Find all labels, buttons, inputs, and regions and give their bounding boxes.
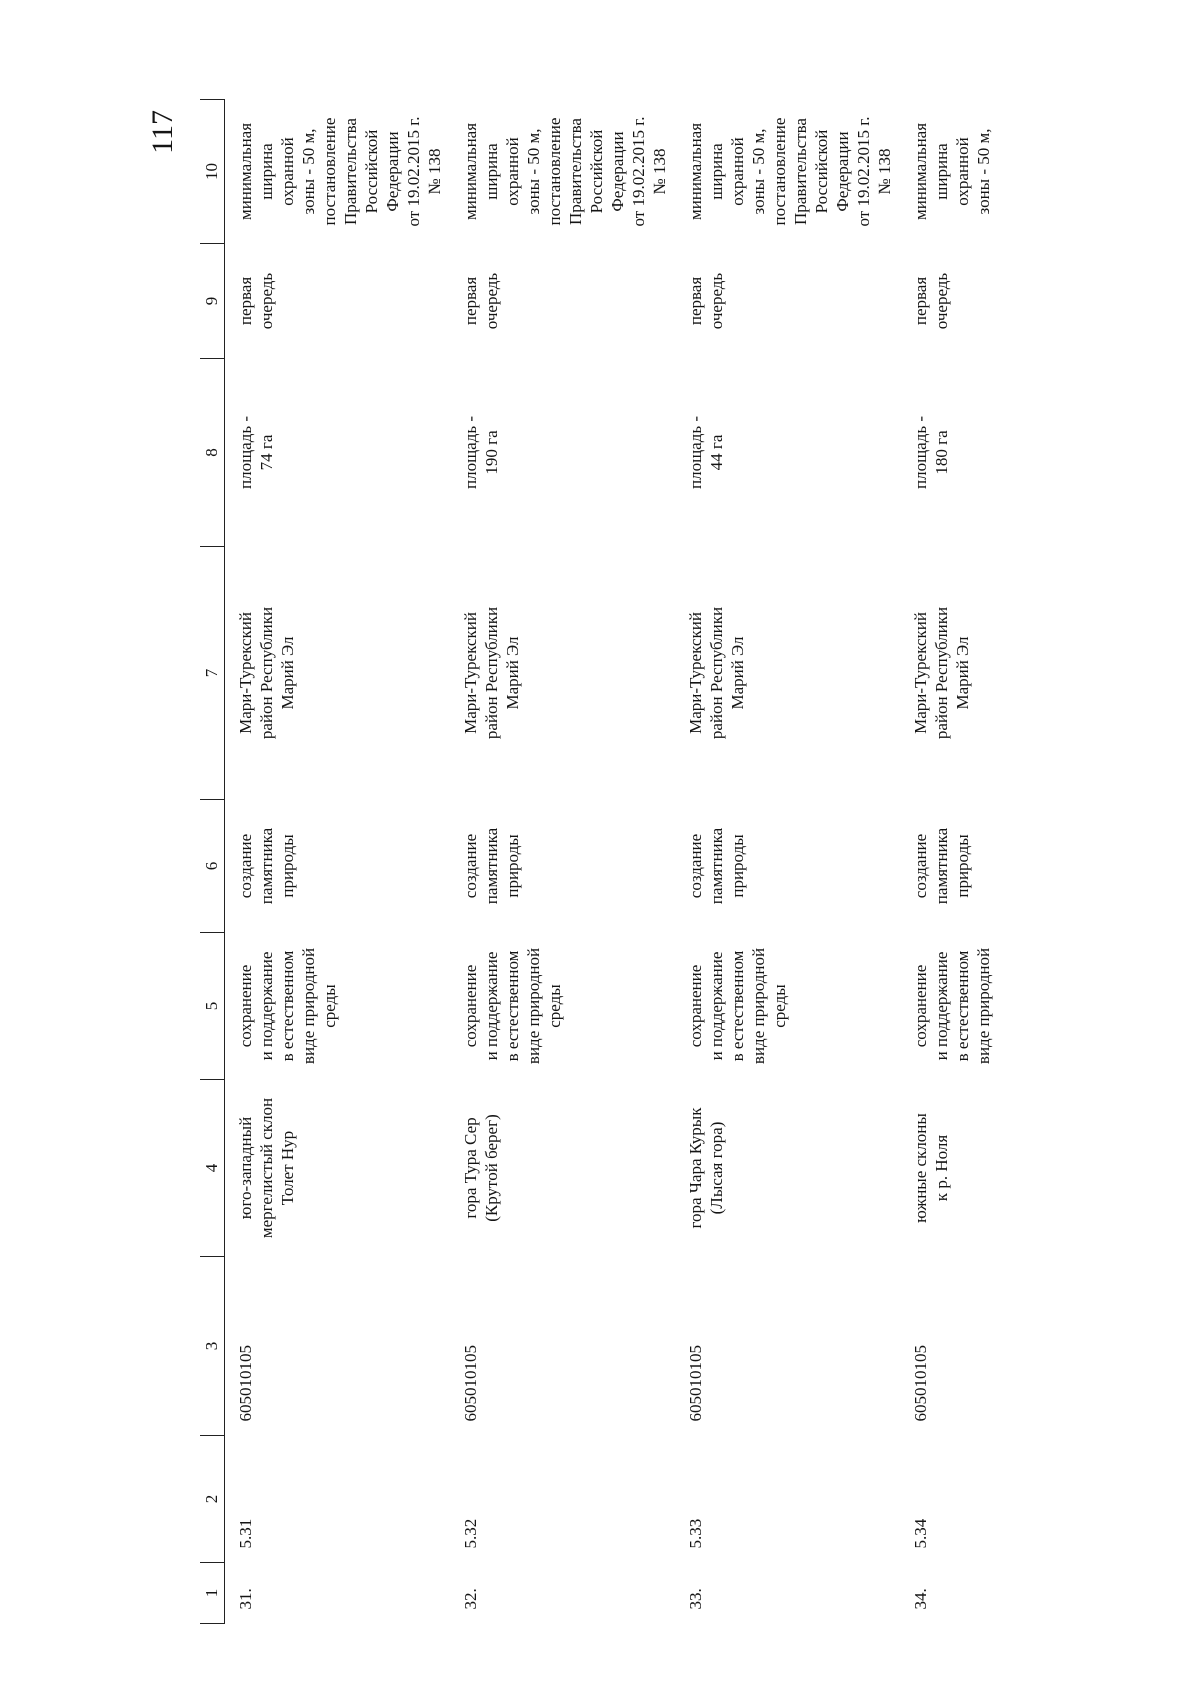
cell-text-line: (Крутой берег) — [482, 1114, 501, 1222]
cell-text-line: район Республики — [707, 606, 726, 740]
cell-text-line: очередь — [707, 272, 726, 330]
cell-text-line: создание — [911, 833, 930, 899]
cell-text-line: Российской — [812, 129, 831, 214]
cell-text-line: Марий Эл — [728, 636, 747, 710]
cell-text-line: среды — [770, 984, 789, 1028]
object-name-cell — [675, 1080, 900, 1257]
page-number: 117 — [146, 110, 179, 154]
column-header-10: 10 — [200, 100, 225, 244]
cell-text-line: Федерации — [608, 131, 627, 212]
cell-text-line: постановление — [320, 117, 339, 226]
item-code-cell: 5.33 — [686, 1518, 705, 1549]
cell-text-line: в естественном — [278, 950, 297, 1062]
cell-text-line: Мари-Турекский — [686, 612, 705, 734]
cell-text-line: очередь — [482, 272, 501, 330]
stage-cell — [450, 244, 675, 359]
stage-cell — [225, 244, 451, 359]
object-name-cell — [225, 1080, 451, 1257]
oktmo-code-cell: 605010105 — [686, 1345, 705, 1422]
cell-text-line: Правительства — [341, 118, 360, 225]
table-body — [225, 100, 1126, 1624]
action-cell — [675, 800, 900, 933]
cell-text-line: и поддержание — [482, 951, 501, 1061]
protection-zone-cell — [900, 100, 1125, 244]
cell-text-line: от 19.02.2015 г. — [404, 116, 423, 227]
cell-text-line: гора Чара Курык — [686, 1107, 705, 1229]
cell-text-line: 44 га — [707, 434, 726, 471]
cell-text-line: от 19.02.2015 г. — [629, 116, 648, 227]
cell-text-line: виде природной — [974, 947, 993, 1065]
cell-text-line: Толет Нур — [278, 1130, 297, 1206]
cell-text-line: 180 га — [932, 430, 951, 475]
cell-text-line: и поддержание — [257, 951, 276, 1061]
column-header-1: 1 — [200, 1563, 225, 1624]
cell-text-line: памятника — [707, 827, 726, 905]
cell-text-line: зоны - 50 м, — [524, 128, 543, 215]
cell-text-line: гора Тура Сер — [461, 1117, 480, 1219]
location-cell — [450, 547, 675, 800]
cell-text-line: Мари-Турекский — [236, 612, 255, 734]
cell-text-line: в естественном — [728, 950, 747, 1062]
column-header-6: 6 — [200, 800, 225, 933]
table-row — [450, 100, 675, 1624]
cell-text-line: Мари-Турекский — [461, 612, 480, 734]
cell-text-line: очередь — [932, 272, 951, 330]
cell-text-line: ширина — [482, 143, 501, 200]
cell-text-line: создание — [236, 833, 255, 899]
oktmo-code-cell: 605010105 — [236, 1345, 255, 1422]
protection-zone-cell — [675, 100, 900, 244]
object-name-cell — [450, 1080, 675, 1257]
cell-text-line: площадь - — [911, 415, 930, 490]
cell-text-line: район Республики — [257, 606, 276, 740]
action-cell — [450, 800, 675, 933]
table-row — [675, 100, 900, 1624]
column-header-8: 8 — [200, 359, 225, 547]
column-header-4: 4 — [200, 1080, 225, 1257]
cell-text-line: охранной — [278, 137, 297, 206]
cell-text-line: охранной — [728, 137, 747, 206]
cell-text-line: ширина — [932, 143, 951, 200]
cell-text-line: Российской — [587, 129, 606, 214]
row-number-cell: 34. — [911, 1588, 930, 1610]
cell-text-line: первая — [236, 276, 255, 326]
cell-text-line: виде природной — [524, 947, 543, 1065]
cell-text-line: Правительства — [566, 118, 585, 225]
column-header-3: 3 — [200, 1257, 225, 1436]
cell-text-line: (Лысая гора) — [707, 1121, 726, 1215]
cell-text-line: создание — [461, 833, 480, 899]
column-header-9: 9 — [200, 244, 225, 359]
column-header-5: 5 — [200, 933, 225, 1080]
cell-text-line: среды — [320, 984, 339, 1028]
cell-text-line: в естественном — [953, 950, 972, 1062]
column-header-2: 2 — [200, 1436, 225, 1563]
location-cell — [900, 547, 1125, 800]
cell-text-line: создание — [686, 833, 705, 899]
action-cell — [225, 800, 451, 933]
cell-text-line: Федерации — [383, 131, 402, 212]
protected-areas-table — [200, 99, 1125, 1624]
cell-text-line: к р. Ноля — [932, 1134, 951, 1202]
protection-zone-cell — [225, 100, 451, 244]
cell-text-line: 190 га — [482, 430, 501, 475]
cell-text-line: минимальная — [686, 122, 705, 221]
cell-text-line: площадь - — [461, 415, 480, 490]
cell-text-line: район Республики — [482, 606, 501, 740]
cell-text-line: охранной — [953, 137, 972, 206]
cell-text-line: № 138 — [875, 148, 894, 195]
cell-text-line: ширина — [257, 143, 276, 200]
purpose-cell — [225, 933, 451, 1080]
cell-text-line: сохранение — [686, 964, 705, 1048]
object-name-cell — [900, 1080, 1125, 1257]
table-row — [900, 100, 1125, 1624]
row-number-cell: 32. — [461, 1588, 480, 1610]
column-header-7: 7 — [200, 547, 225, 800]
cell-text-line: постановление — [545, 117, 564, 226]
cell-text-line: Марий Эл — [953, 636, 972, 710]
cell-text-line: памятника — [482, 827, 501, 905]
cell-text-line: Мари-Турекский — [911, 612, 930, 734]
stage-cell — [900, 244, 1125, 359]
cell-text-line: № 138 — [650, 148, 669, 195]
cell-text-line: в естественном — [503, 950, 522, 1062]
cell-text-line: и поддержание — [707, 951, 726, 1061]
column-number-row — [200, 100, 225, 1624]
table-row — [225, 100, 451, 1624]
cell-text-line: памятника — [932, 827, 951, 905]
cell-text-line: и поддержание — [932, 951, 951, 1061]
cell-text-line: виде природной — [299, 947, 318, 1065]
item-code-cell: 5.31 — [236, 1518, 255, 1549]
purpose-cell — [450, 933, 675, 1080]
cell-text-line: ширина — [707, 143, 726, 200]
cell-text-line: площадь - — [236, 415, 255, 490]
cell-text-line: Российской — [362, 129, 381, 214]
parameters-cell — [450, 359, 675, 547]
cell-text-line: зоны - 50 м, — [749, 128, 768, 215]
cell-text-line: первая — [461, 276, 480, 326]
cell-text-line: минимальная — [461, 122, 480, 221]
oktmo-code-cell: 605010105 — [911, 1345, 930, 1422]
cell-text-line: сохранение — [461, 964, 480, 1048]
cell-text-line: природы — [728, 834, 747, 898]
cell-text-line: постановление — [770, 117, 789, 226]
cell-text-line: охранной — [503, 137, 522, 206]
cell-text-line: природы — [953, 834, 972, 898]
cell-text-line: мергелистый склон — [257, 1097, 276, 1239]
parameters-cell — [675, 359, 900, 547]
location-cell — [225, 547, 451, 800]
cell-text-line: памятника — [257, 827, 276, 905]
cell-text-line: минимальная — [911, 122, 930, 221]
cell-text-line: район Республики — [932, 606, 951, 740]
cell-text-line: минимальная — [236, 122, 255, 221]
stage-cell — [675, 244, 900, 359]
cell-text-line: природы — [278, 834, 297, 898]
oktmo-code-cell: 605010105 — [461, 1345, 480, 1422]
item-code-cell: 5.32 — [461, 1518, 480, 1549]
cell-text-line: первая — [911, 276, 930, 326]
cell-text-line: 74 га — [257, 434, 276, 471]
parameters-cell — [225, 359, 451, 547]
cell-text-line: зоны - 50 м, — [299, 128, 318, 215]
cell-text-line: южные склоны — [911, 1113, 930, 1223]
cell-text-line: первая — [686, 276, 705, 326]
cell-text-line: юго-западный — [236, 1116, 255, 1220]
cell-text-line: сохранение — [236, 964, 255, 1048]
rotated-table-container — [200, 100, 1020, 1624]
cell-text-line: природы — [503, 834, 522, 898]
item-code-cell: 5.34 — [911, 1518, 930, 1549]
cell-text-line: Марий Эл — [278, 636, 297, 710]
cell-text-line: Правительства — [791, 118, 810, 225]
cell-text-line: виде природной — [749, 947, 768, 1065]
cell-text-line: площадь - — [686, 415, 705, 490]
purpose-cell — [675, 933, 900, 1080]
cell-text-line: очередь — [257, 272, 276, 330]
cell-text-line: сохранение — [911, 964, 930, 1048]
cell-text-line: от 19.02.2015 г. — [854, 116, 873, 227]
cell-text-line: среды — [545, 984, 564, 1028]
cell-text-line: зоны - 50 м, — [974, 128, 993, 215]
purpose-cell — [900, 933, 1125, 1080]
row-number-cell: 33. — [686, 1588, 705, 1610]
location-cell — [675, 547, 900, 800]
protection-zone-cell — [450, 100, 675, 244]
cell-text-line: Федерации — [833, 131, 852, 212]
cell-text-line: Марий Эл — [503, 636, 522, 710]
cell-text-line: № 138 — [425, 148, 444, 195]
row-number-cell: 31. — [236, 1588, 255, 1610]
action-cell — [900, 800, 1125, 933]
parameters-cell — [900, 359, 1125, 547]
